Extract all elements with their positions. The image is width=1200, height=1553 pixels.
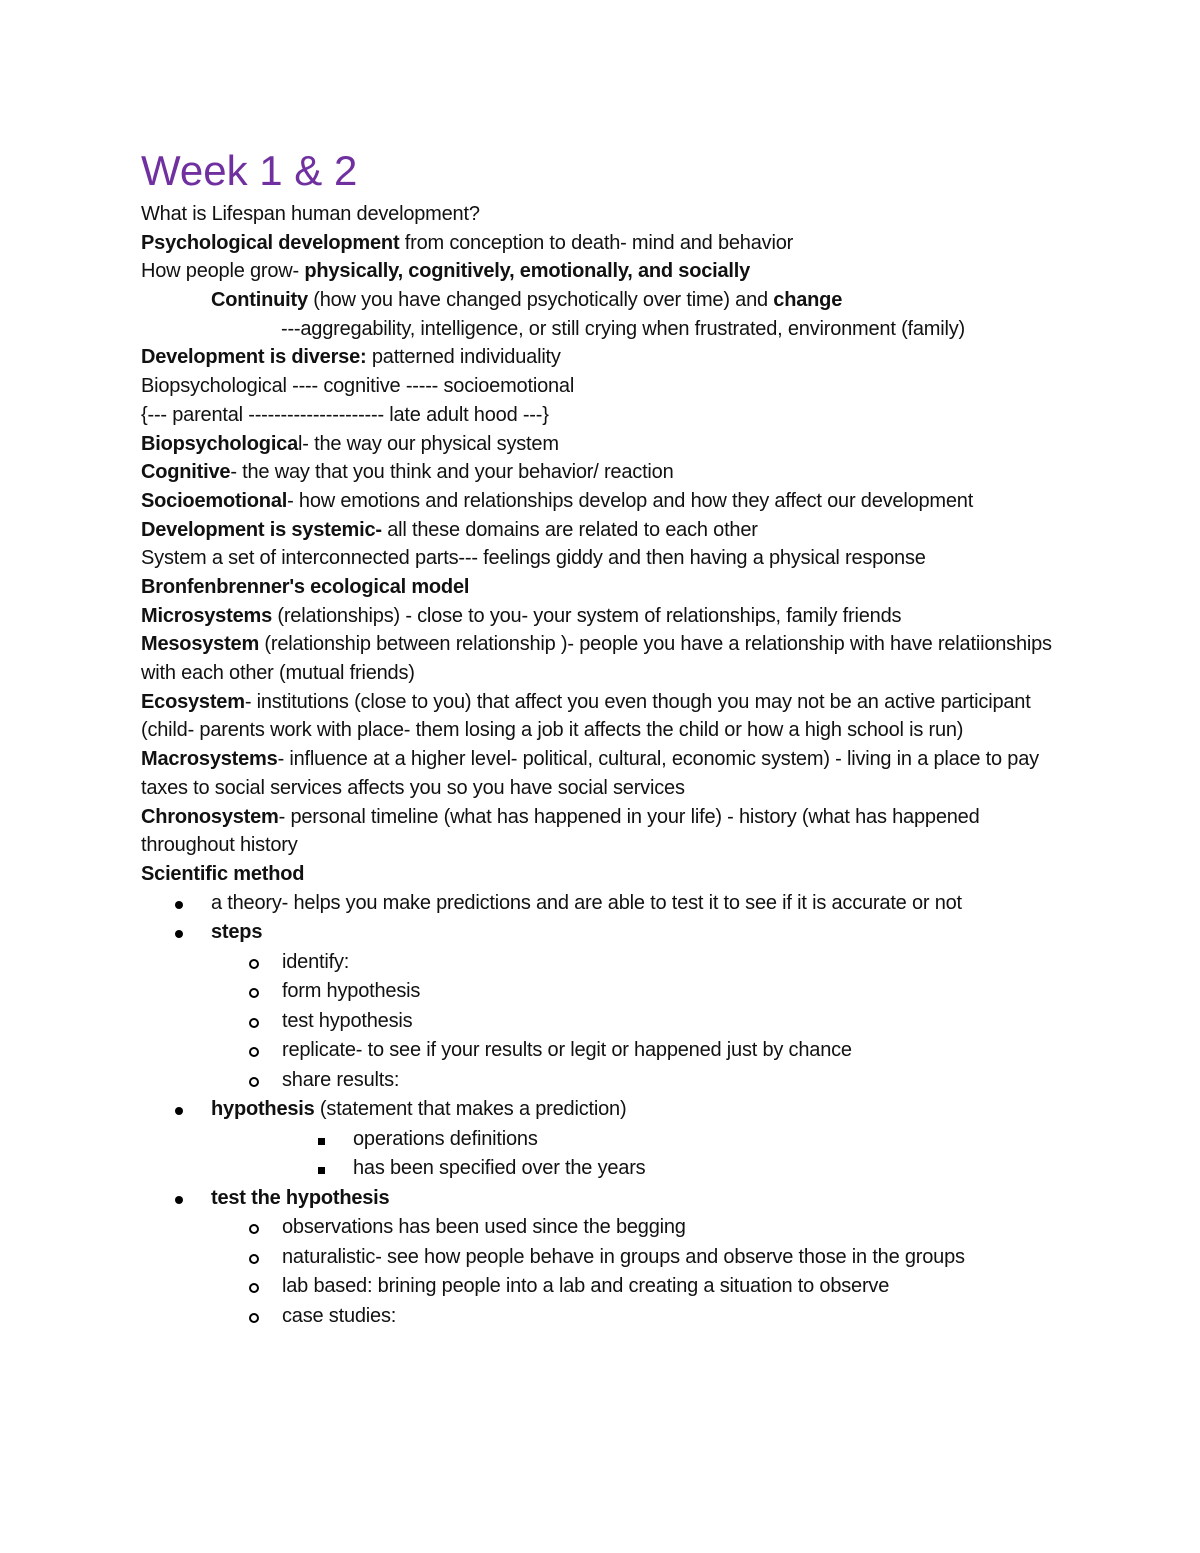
list-item: steps (141, 918, 1071, 948)
hollow-circle-bullet-icon (249, 1283, 259, 1293)
list-item: naturalistic- see how people behave in groups and observe those in the groups (141, 1243, 1071, 1273)
text-line: Development is systemic- all these domains are related to each other (141, 518, 758, 541)
text-paragraph: Macrosystems- influence at a higher level- political, cultural, economic system) - living in a place to pay taxes to social services affects you so you have social services (141, 748, 1039, 799)
text-line: Bronfenbrenner's ecological model (141, 575, 470, 598)
page-title: Week 1 & 2 (141, 147, 358, 194)
list-item: replicate- to see if your results or legit or happened just by chance (141, 1036, 1071, 1066)
text-line: Scientific method (141, 862, 305, 885)
filled-bullet-icon (175, 930, 183, 938)
filled-bullet-icon (175, 1196, 183, 1204)
text-line: Cognitive- the way that you think and your behavior/ reaction (141, 461, 674, 484)
text-line-indented: Continuity (how you have changed psychotically over time) and change (211, 289, 843, 312)
text-paragraph: Mesosystem (relationship between relationship )- people you have a relationship with have relatiionships with each other (mutual friends) (141, 633, 1052, 685)
notes-body (141, 200, 1071, 1331)
square-bullet-icon (318, 1167, 325, 1174)
list-item: has been specified over the years (141, 1154, 1071, 1184)
text-line: System a set of interconnected parts--- feelings giddy and then having a physical response (141, 547, 926, 570)
hollow-circle-bullet-icon (249, 959, 259, 969)
list-item: identify: (141, 948, 1071, 978)
filled-bullet-icon (175, 1107, 183, 1115)
list-item: operations definitions (141, 1125, 1071, 1155)
list-item: observations has been used since the begging (141, 1213, 1071, 1243)
hollow-circle-bullet-icon (249, 1018, 259, 1028)
list-item: share results: (141, 1066, 1071, 1096)
text-line: Socioemotional- how emotions and relationships develop and how they affect our development (141, 489, 974, 512)
hollow-circle-bullet-icon (249, 1254, 259, 1264)
hollow-circle-bullet-icon (249, 988, 259, 998)
text-paragraph: Ecosystem- institutions (close to you) that affect you even though you may not be an active participant (child- parents work with place- them losing a job it affects the child or how a high school is run) (141, 690, 1031, 742)
text-line: Biopsychological ---- cognitive ----- socioemotional (141, 375, 575, 398)
list-item: case studies: (141, 1302, 1071, 1332)
hollow-circle-bullet-icon (249, 1313, 259, 1323)
text-line: Development is diverse: patterned individuality (141, 346, 561, 369)
square-bullet-icon (318, 1138, 325, 1145)
filled-bullet-icon (175, 901, 183, 909)
list-item: form hypothesis (141, 977, 1071, 1007)
hollow-circle-bullet-icon (249, 1047, 259, 1057)
text-line: How people grow- physically, cognitively, emotionally, and socially (141, 260, 751, 283)
hollow-circle-bullet-icon (249, 1224, 259, 1234)
text-line: Psychological development from conception to death- mind and behavior (141, 231, 794, 254)
list-item: hypothesis (statement that makes a prediction) (141, 1095, 1071, 1125)
list-item: test the hypothesis (141, 1184, 1071, 1214)
hollow-circle-bullet-icon (249, 1077, 259, 1087)
list-item: test hypothesis (141, 1007, 1071, 1037)
text-line-indented: ---aggregability, intelligence, or still crying when frustrated, environment (family) (281, 317, 966, 340)
text-line: {--- parental --------------------- late adult hood ---} (141, 403, 549, 426)
text-paragraph: Chronosystem- personal timeline (what has happened in your life) - history (what has happened throughout history (141, 805, 980, 857)
bulleted-list (141, 889, 1071, 1332)
text-line: Microsystems (relationships) - close to you- your system of relationships, family friends (141, 604, 902, 627)
list-item: lab based: brining people into a lab and creating a situation to observe (141, 1272, 1071, 1302)
text-line: What is Lifespan human development? (141, 203, 480, 225)
text-line: Biopsychological- the way our physical system (141, 432, 559, 455)
list-item: a theory- helps you make predictions and are able to test it to see if it is accurate or not (141, 889, 1071, 919)
